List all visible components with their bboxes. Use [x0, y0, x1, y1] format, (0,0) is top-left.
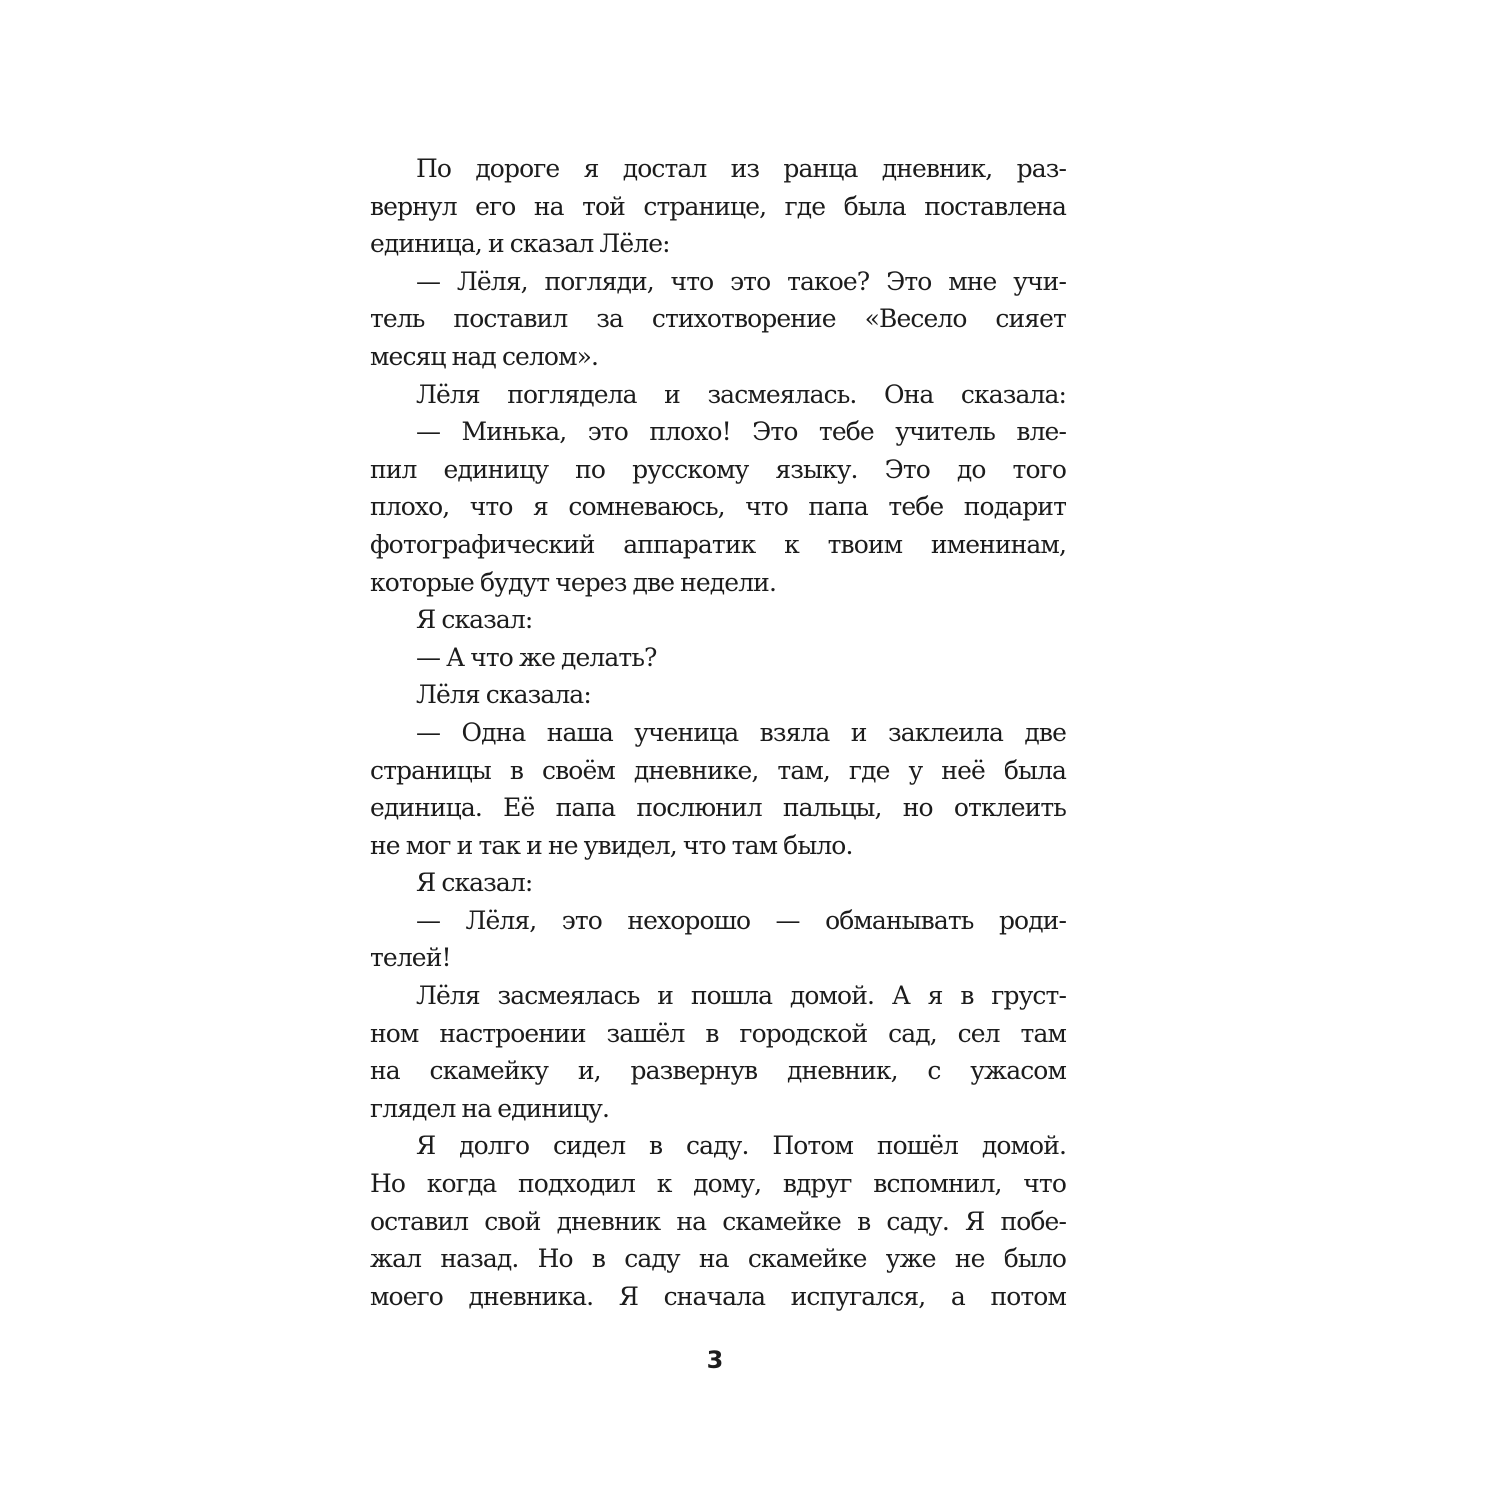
text-line: фотографический аппаратик к твоим именинам,	[370, 529, 1066, 559]
body-text	[370, 150, 1066, 1315]
text-line: По дороге я достал из ранца дневник, раз-	[416, 154, 1066, 183]
text-line: пил единицу по русскому языку. Это до того	[370, 454, 1066, 484]
text-line: Лёля засмеялась и пошла домой. А я в груст-	[416, 981, 1066, 1011]
text-line: Но когда подходил к дому, вдруг вспомнил, что	[370, 1169, 1066, 1199]
text-line: телей!	[370, 943, 451, 973]
text-line: ном настроении зашёл в городской сад, сел там	[370, 1018, 1066, 1048]
text-line: — Лёля, погляди, что это такое? Это мне учи-	[416, 266, 1066, 296]
text-line: вернул его на той странице, где была поставлена	[370, 191, 1066, 221]
text-line: глядел на единицу.	[370, 1093, 609, 1123]
text-line: — Минька, это плохо! Это тебе учитель вле-	[416, 417, 1066, 447]
text-line: единица. Её папа послюнил пальцы, но отклеить	[370, 793, 1066, 823]
text-line: месяц над селом».	[370, 341, 599, 371]
text-line: — А что же делать?	[416, 642, 657, 672]
text-line: страницы в своём дневнике, там, где у неё была	[370, 755, 1066, 785]
text-line: Лёля сказала:	[416, 680, 591, 710]
text-line: единица, и сказал Лёле:	[370, 229, 670, 259]
text-line: которые будут через две недели.	[370, 567, 776, 597]
text-line: не мог и так и не увидел, что там было.	[370, 830, 853, 860]
text-line: на скамейку и, развернув дневник, с ужасом	[370, 1056, 1066, 1086]
text-line: тель поставил за стихотворение «Весело сияет	[370, 304, 1066, 334]
page-number: 3	[706, 1346, 724, 1374]
text-line: плохо, что я сомневаюсь, что папа тебе подарит	[370, 492, 1066, 522]
text-line: оставил свой дневник на скамейке в саду. Я побе-	[370, 1206, 1066, 1236]
text-line: Я сказал:	[416, 868, 533, 898]
text-line: Лёля поглядела и засмеялась. Она сказала:	[416, 379, 1066, 409]
text-line: моего дневника. Я сначала испугался, а потом	[370, 1281, 1066, 1311]
text-line: жал назад. Но в саду на скамейке уже не было	[370, 1244, 1066, 1274]
text-line: — Лёля, это нехорошо — обманывать роди-	[416, 905, 1066, 935]
text-line: — Одна наша ученица взяла и заклеила две	[416, 717, 1066, 747]
text-line: Я долго сидел в саду. Потом пошёл домой.	[416, 1131, 1066, 1161]
text-line: Я сказал:	[416, 605, 533, 635]
